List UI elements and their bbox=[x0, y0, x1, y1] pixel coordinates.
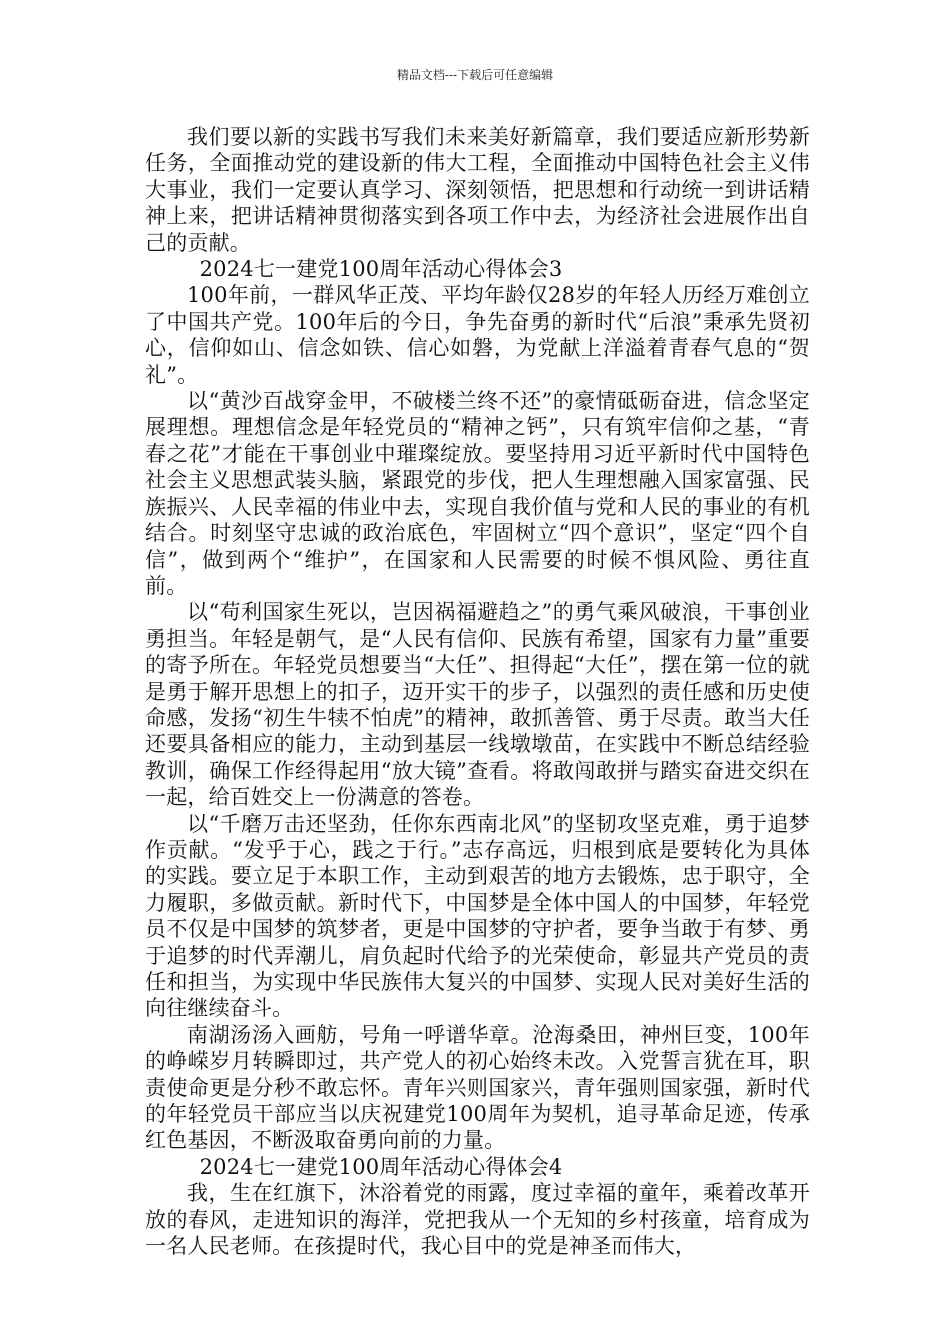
section-heading: 2024七一建党100周年活动心得体会4 bbox=[199, 1154, 563, 1179]
document-body bbox=[145, 124, 810, 1259]
paragraph: 我们要以新的实践书写我们未来美好新篇章，我们要适应新形势新任务，全面推动党的建设新的伟大工程，全面推动中国特色社会主义伟大事业，我们一定要认真学习、深刻领悟，把思想和行动统一到讲话精神上来，把讲话精神贯彻落实到各项工作中去，为经济社会进展作出自己的贡献。 bbox=[145, 125, 810, 255]
paragraph: 我，生在红旗下，沐浴着党的雨露，度过幸福的童年，乘着改革开放的春风，走进知识的海洋，党把我从一个无知的乡村孩童，培育成为一名人民老师。在孩提时代，我心目中的党是神圣而伟大， bbox=[145, 1181, 810, 1259]
header-note: 精品文档---下载后可任意编辑 bbox=[396, 68, 554, 82]
paragraph: 100年前，一群风华正茂、平均年龄仅28岁的年轻人历经万难创立了中国共产党。100年后的今日，争先奋勇的新时代“后浪”秉承先贤初心，信仰如山、信念如铁、信心如磐，为党献上洋溢着青春气息的“贺礼”。 bbox=[145, 283, 810, 387]
paragraph: 以“黄沙百战穿金甲，不破楼兰终不还”的豪情砥砺奋进，信念坚定展理想。理想信念是年轻党员的“精神之钙”，只有筑牢信仰之基，“青春之花”才能在干事创业中璀璨绽放。要坚持用习近平新时代中国特色社会主义思想武装头脑，紧跟党的步伐，把人生理想融入国家富强、民族振兴、人民幸福的伟业中去，实现自我价值与党和人民的事业的有机结合。时刻坚守忠诚的政治底色，牢固树立“四个意识”，坚定“四个自信”，做到两个“维护”，在国家和人民需要的时候不惧风险、勇往直前。 bbox=[145, 389, 810, 598]
paragraph: 以“苟利国家生死以，岂因祸福避趋之”的勇气乘风破浪，干事创业勇担当。年轻是朝气，是“人民有信仰、民族有希望，国家有力量”重要的寄予所在。年轻党员想要当“大任”、担得起“大任”，摆在第一位的就是勇于解开思想上的扣子，迈开实干的步子，以强烈的责任感和历史使命感，发扬“初生牛犊不怕虎”的精神，敢抓善管、勇于尽责。敢当大任还要具备相应的能力，主动到基层一线墩墩苗，在实践中不断总结经验教训，确保工作经得起用“放大镜”查看。将敢闯敢拼与踏实奋进交织在一起，给百姓交上一份满意的答卷。 bbox=[145, 600, 810, 810]
section-heading: 2024七一建党100周年活动心得体会3 bbox=[199, 257, 563, 282]
paragraph: 南湖汤汤入画舫，号角一呼谱华章。沧海桑田，神州巨变，100年的峥嵘岁月转瞬即过，共产党人的初心始终未改。入党誓言犹在耳，职责使命更是分秒不敢忘怀。青年兴则国家兴，青年强则国家强，新时代的年轻党员干部应当以庆祝建党100周年为契机，追寻革命足迹，传承红色基因，不断汲取奋勇向前的力量。 bbox=[145, 1022, 810, 1153]
paragraph: 以“千磨万击还坚劲，任你东西南北风”的坚韧攻坚克难，勇于追梦作贡献。“发乎于心，践之于行。”志存高远，归根到底是要转化为具体的实践。要立足于本职工作，主动到艰苦的地方去锻炼，忠于职守，全力履职，多做贡献。新时代下，中国梦是全体中国人的中国梦，年轻党员不仅是中国梦的筑梦者，更是中国梦的守护者，要争当敢于有梦、勇于追梦的时代弄潮儿，肩负起时代给予的光荣使命，彰显共产党员的责任和担当，为实现中华民族伟大复兴的中国梦、实现人民对美好生活的向往继续奋斗。 bbox=[145, 811, 810, 1021]
